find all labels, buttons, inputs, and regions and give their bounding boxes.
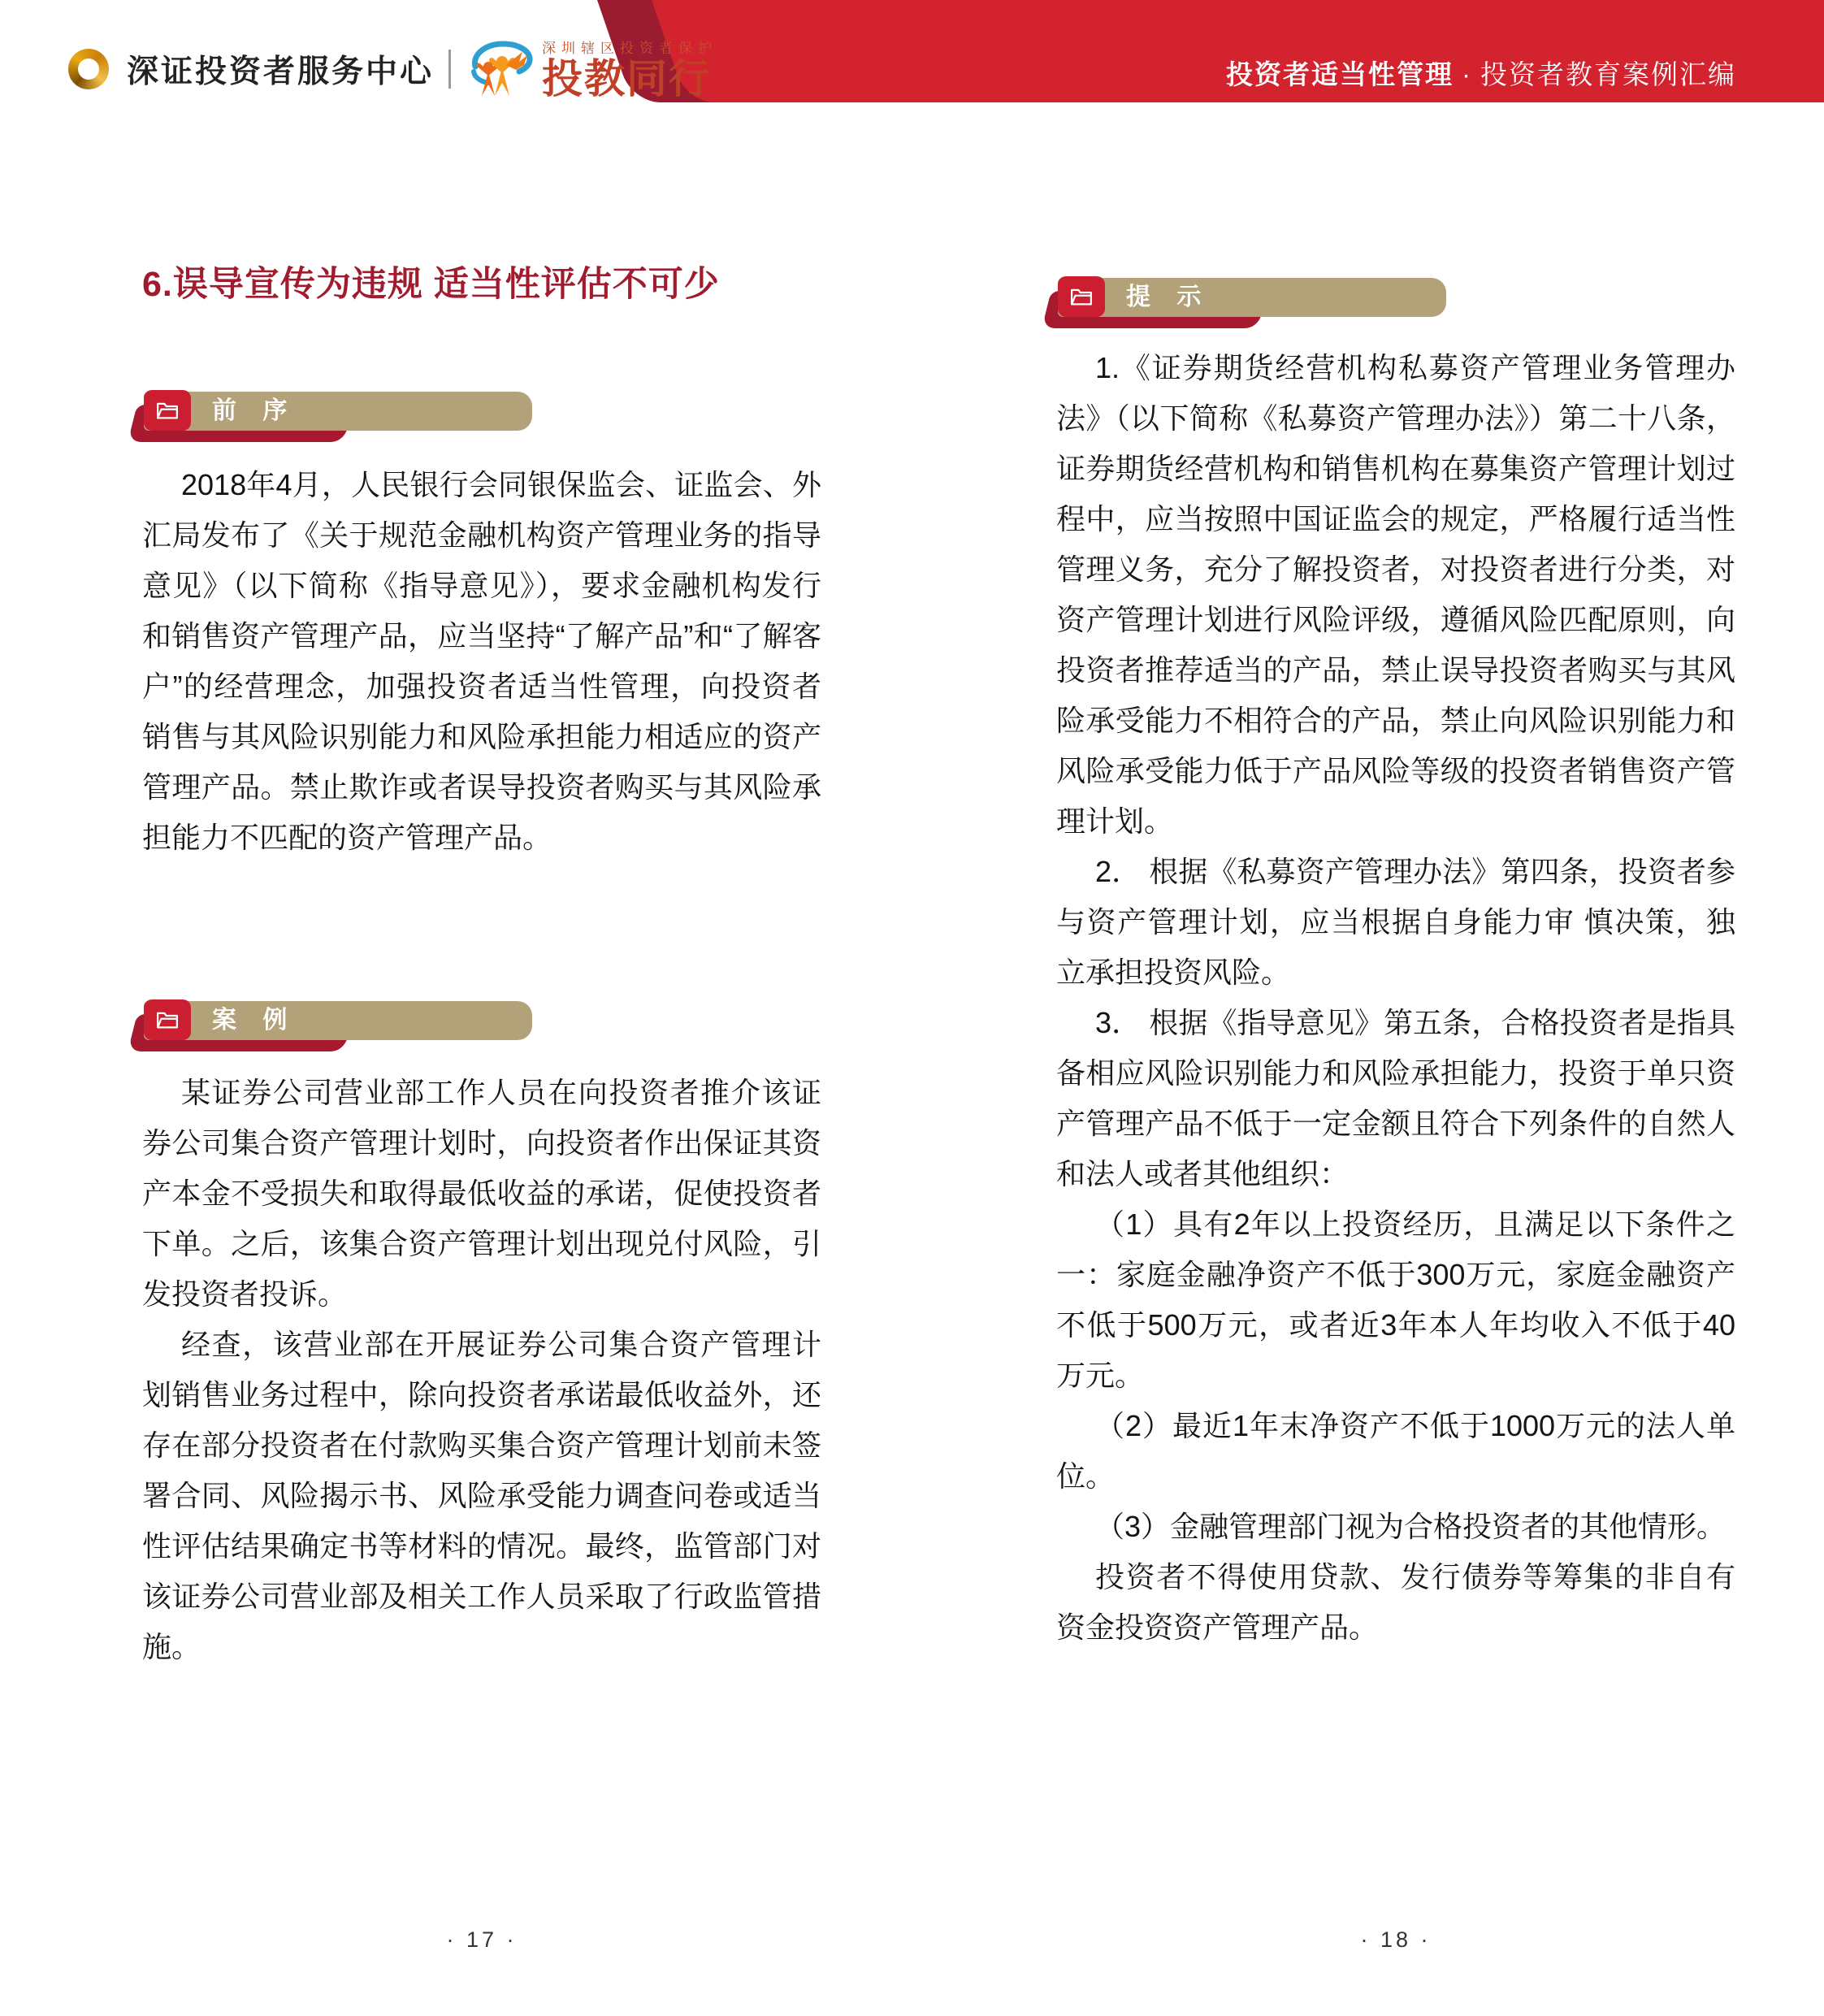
paragraph: 经查，该营业部在开展证券公司集合资产管理计划销售业务过程中，除向投资者承诺最低收益外，还存在部分投资者在付款购买集合资产管理计划前未签署合同、风险揭示书、风险承受能力调查问卷或适当性评估结果确定书等材料的情况。最终，监管部门对该证券公司营业部及相关工作人员采取了行政监管措施。 <box>142 1328 821 1663</box>
paragraph: （2）最近1年末净资产不低于1000万元的法人单位。 <box>1056 1409 1735 1493</box>
folder-icon <box>1069 286 1094 307</box>
banner-title-separator: · <box>1462 59 1472 89</box>
section-label-case: 案 例 <box>212 1007 297 1034</box>
folder-icon <box>155 400 180 421</box>
case-text <box>142 1068 821 1672</box>
folder-icon <box>155 1009 180 1030</box>
folder-badge <box>144 999 191 1040</box>
section-header-preface <box>132 390 555 449</box>
section-header-bar <box>1058 278 1446 317</box>
paragraph: 投资者不得使用贷款、发行债券等筹集的非自有资金投资资产管理产品。 <box>1056 1560 1735 1644</box>
paragraph: （3）金融管理部门视为合格投资者的其他情形。 <box>1095 1510 1727 1543</box>
paragraph: 2018年4月，人民银行会同银保监会、证监会、外汇局发布了《关于规范金融机构资产管理业务的指导意见》（以下简称《指导意见》），要求金融机构发行和销售资产管理产品，应当坚持“了解产品”和“了解客户”的经营理念，加强投资者适当性管理，向投资者销售与其风险识别能力和风险承担能力相适应的资产管理产品。禁止欺诈或者误导投资者购买与其风险承担能力不匹配的资产管理产品。 <box>142 468 821 854</box>
section-header-bar <box>144 392 532 431</box>
section-label-preface: 前 序 <box>212 397 297 424</box>
article-title: 6.误导宣传为违规 适当性评估不可少 <box>142 265 720 304</box>
preface-text <box>142 460 821 863</box>
section-header-bar <box>144 1001 532 1040</box>
paragraph: 某证券公司营业部工作人员在向投资者推介该证券公司集合资产管理计划时，向投资者作出保证其资产本金不受损失和取得最低收益的承诺，促使投资者下单。之后，该集合资产管理计划出现兑付风险，引发投资者投诉。 <box>142 1076 821 1311</box>
ring-logo-icon <box>68 49 109 89</box>
section-header-tips <box>1046 276 1469 335</box>
section-label-tips: 提 示 <box>1126 284 1211 310</box>
paragraph: 2． 根据《私募资产管理办法》第四条，投资者参与资产管理计划，应当根据自身能力审 慎决策，独立承担投资风险。 <box>1056 855 1735 989</box>
tips-text <box>1056 343 1735 1653</box>
header-logo-group <box>68 41 718 102</box>
paragraph: 3． 根据《指导意见》第五条，合格投资者是指具备相应风险识别能力和风险承担能力，投资于单只资产管理产品不低于一定金额且符合下列条件的自然人和法人或者其他组织： <box>1056 1006 1735 1190</box>
toujiao-tongxing-logo-icon <box>464 37 535 101</box>
section-header-case <box>132 999 555 1058</box>
banner-title-bold: 投资者适当性管理 <box>1226 59 1454 89</box>
paragraph: （1）具有2年以上投资经历，且满足以下条件之一：家庭金融净资产不低于300万元，家庭金融资产不低于500万元，或者近3年本人年均收入不低于40万元。 <box>1056 1207 1735 1392</box>
slogan-block <box>542 37 717 101</box>
paragraph: 1.《证券期货经营机构私募资产管理业务管理办法》（以下简称《私募资产管理办法》）第二十八条，证券期货经营机构和销售机构在募集资产管理计划过程中，应当按照中国证监会的规定，严格履行适当性管理义务，充分了解投资者，对投资者进行分类，对资产管理计划进行风险评级，遵循风险匹配原则，向投资者推荐适当的产品，禁止误导投资者购买与其风险承受能力不相符合的产品，禁止向风险识别能力和风险承受能力低于产品风险等级的投资者销售资产管理计划。 <box>1056 351 1735 838</box>
folder-badge <box>1058 276 1105 317</box>
logo-divider <box>448 50 451 89</box>
folder-badge <box>144 390 191 431</box>
slogan-large: 投教同行 <box>542 56 712 102</box>
banner-title-regular: 投资者教育案例汇编 <box>1480 59 1736 89</box>
org-name: 深证投资者服务中心 <box>127 54 435 89</box>
slogan-small: 深圳辖区投资者保护 <box>542 41 718 56</box>
banner-title <box>1226 54 1736 92</box>
page-number-right: · 18 · <box>1360 1927 1432 1952</box>
page-number-left: · 17 · <box>446 1927 518 1952</box>
